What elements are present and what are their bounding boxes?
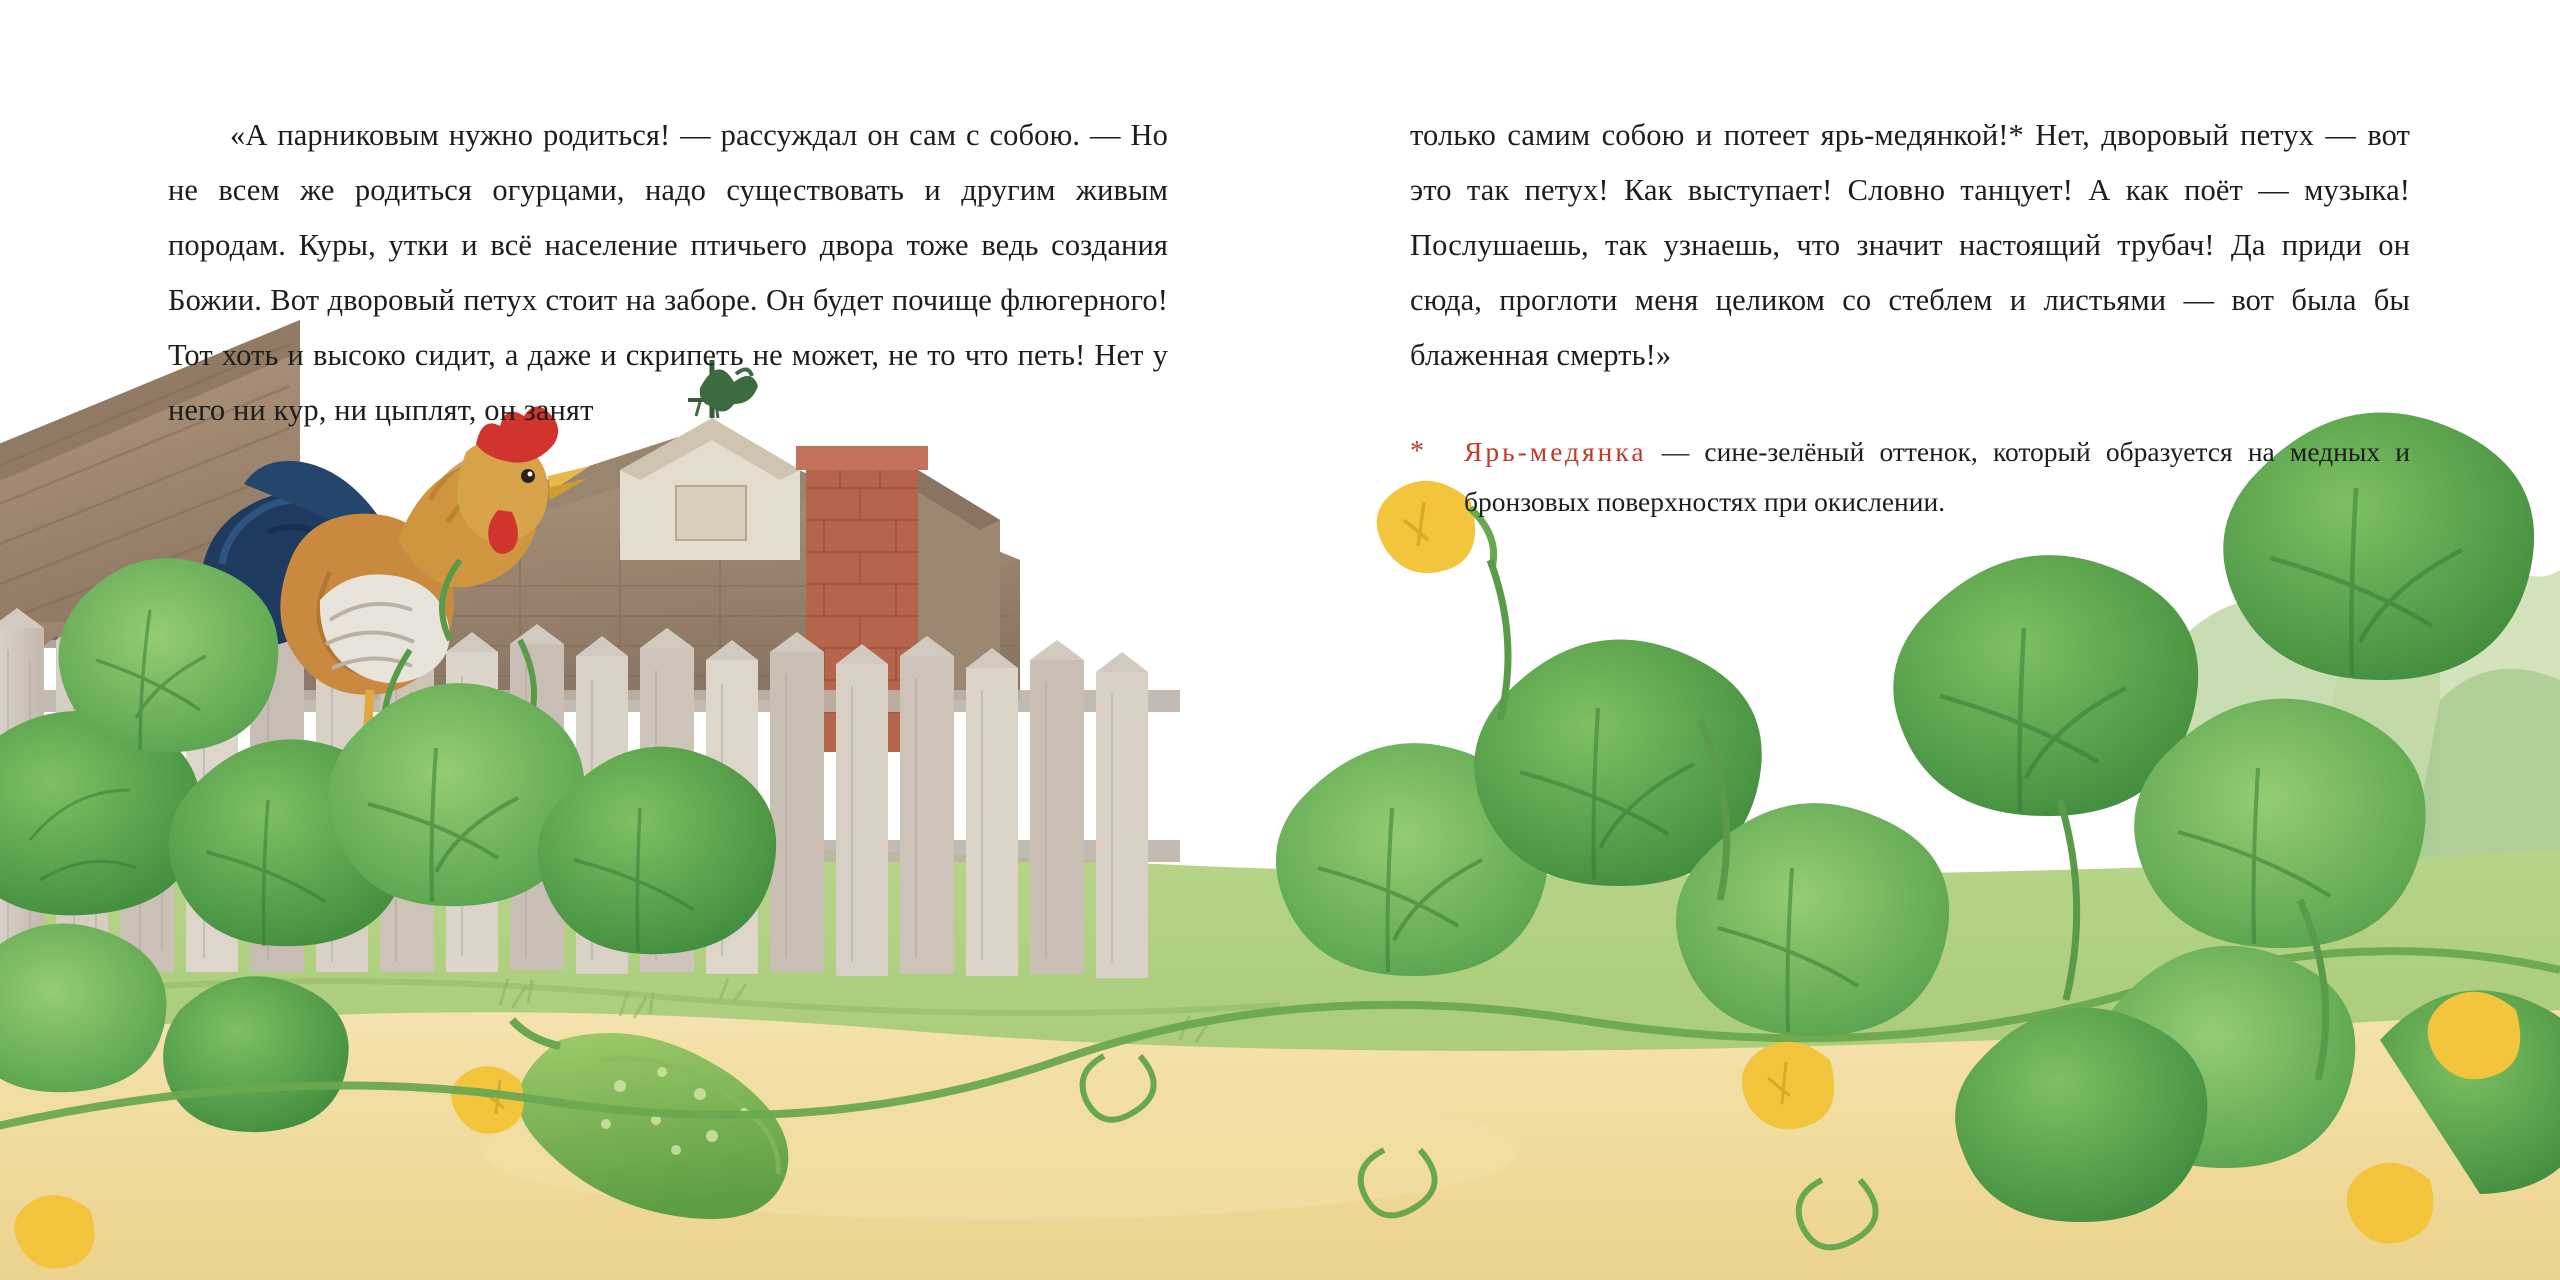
footnote-body (1464, 427, 2410, 527)
right-page-paragraph: только самим собою и потеет ярь-медянкой!* Нет, дворовый петух — вот это так петух! Как выступает! Словно танцует! А как поёт — музыка! Послушаешь, так узнаешь, что значит настоящий трубач! Да приди он сюда, проглоти меня целиком со стеблем и листьями — вот была бы блаженная смерть!» (1410, 118, 2410, 372)
right-text-column (1410, 108, 2410, 527)
left-page-paragraph: «А парниковым нужно родиться! — рассуждал он сам с собою. — Но не всем же родиться огурцами, надо существовать и другим живым породам. Куры, утки и всё население птичьего двора тоже ведь создания Божии. Вот дворовый петух стоит на заборе. Он будет почище флюгерного! Тот хоть и высоко сидит, а даже и скрипеть не может, не то что петь! Нет у него ни кур, ни цыплят, он занят (168, 118, 1168, 427)
footnote-marker: * (1410, 436, 1424, 467)
footnote-term: Ярь-медянка (1464, 436, 1647, 467)
left-text-column (168, 108, 1168, 438)
footnote-text: — сине-зелёный оттенок, который образуется на медных и бронзовых поверхностях при окислении. (1464, 436, 2410, 517)
gable-dormer (620, 418, 800, 560)
footnote (1410, 427, 2410, 527)
